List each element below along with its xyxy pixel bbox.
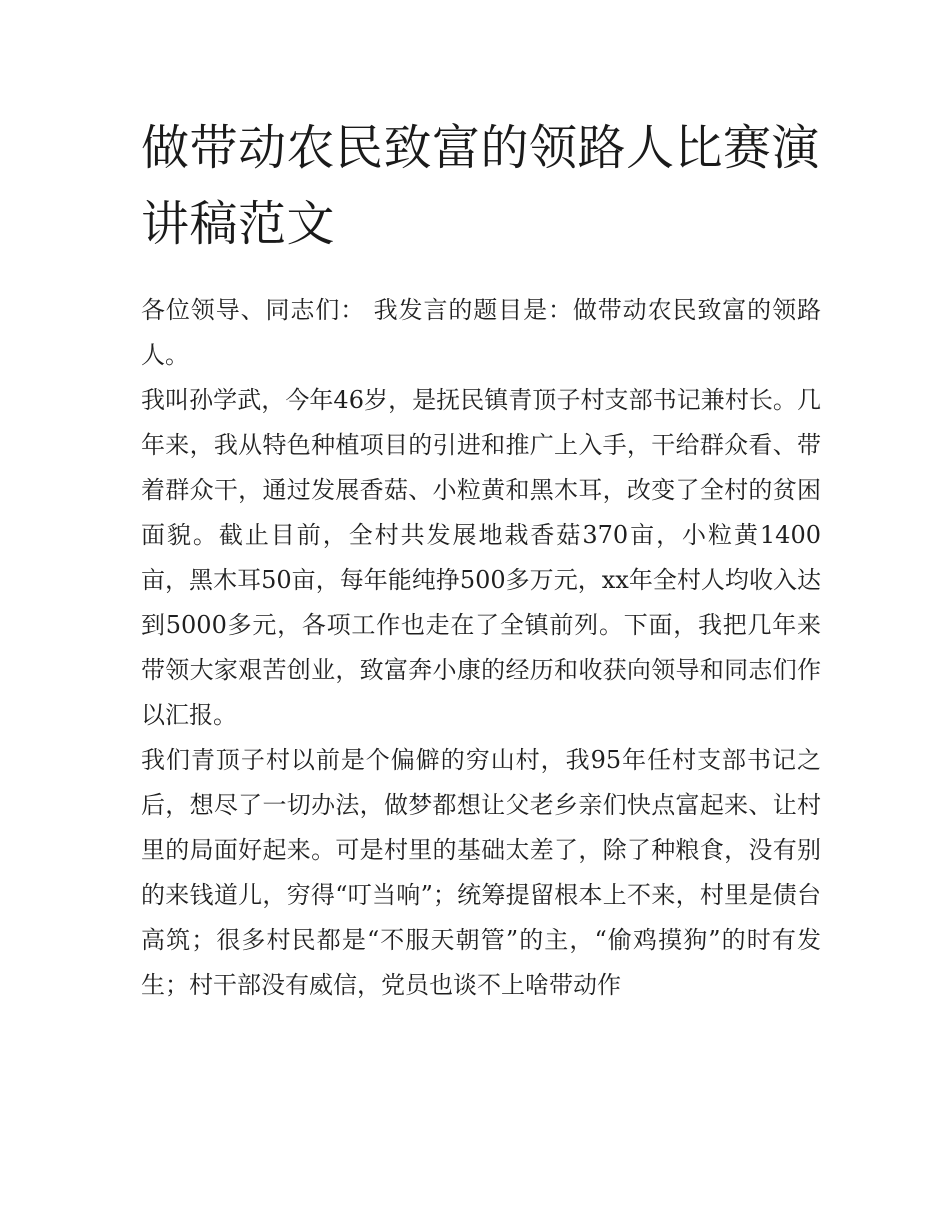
paragraph-background: 我们青顶子村以前是个偏僻的穷山村，我95年任村支部书记之后，想尽了一切办法，做梦都想让父老乡亲们快点富起来、让村里的局面好起来。可是村里的基础太差了，除了种粮食，没有别的来钱道儿，穷得“叮当响”；统筹提留根本上不来，村里是债台高筑；很多村民都是“不服天朝管”的主，“偷鸡摸狗”的时有发生；村干部没有威信，党员也谈不上啥带动作: [141, 746, 821, 999]
document-body: [141, 288, 821, 1008]
document-page: [141, 110, 821, 1008]
paragraph-greeting: 各位领导、同志们： 我发言的题目是：做带动农民致富的领路人。: [141, 296, 821, 369]
document-title: 做带动农民致富的领路人比赛演讲稿范文: [141, 120, 821, 252]
paragraph-introduction: 我叫孙学武，今年46岁，是抚民镇青顶子村支部书记兼村长。几年来，我从特色种植项目的引进和推广上入手，干给群众看、带着群众干，通过发展香菇、小粒黄和黑木耳，改变了全村的贫困面貌。截止目前，全村共发展地栽香菇370亩，小粒黄1400亩，黑木耳50亩，每年能纯挣500多万元，xx年全村人均收入达到5000多元，各项工作也走在了全镇前列。下面，我把几年来带领大家艰苦创业，致富奔小康的经历和收获向领导和同志们作以汇报。: [141, 386, 821, 729]
